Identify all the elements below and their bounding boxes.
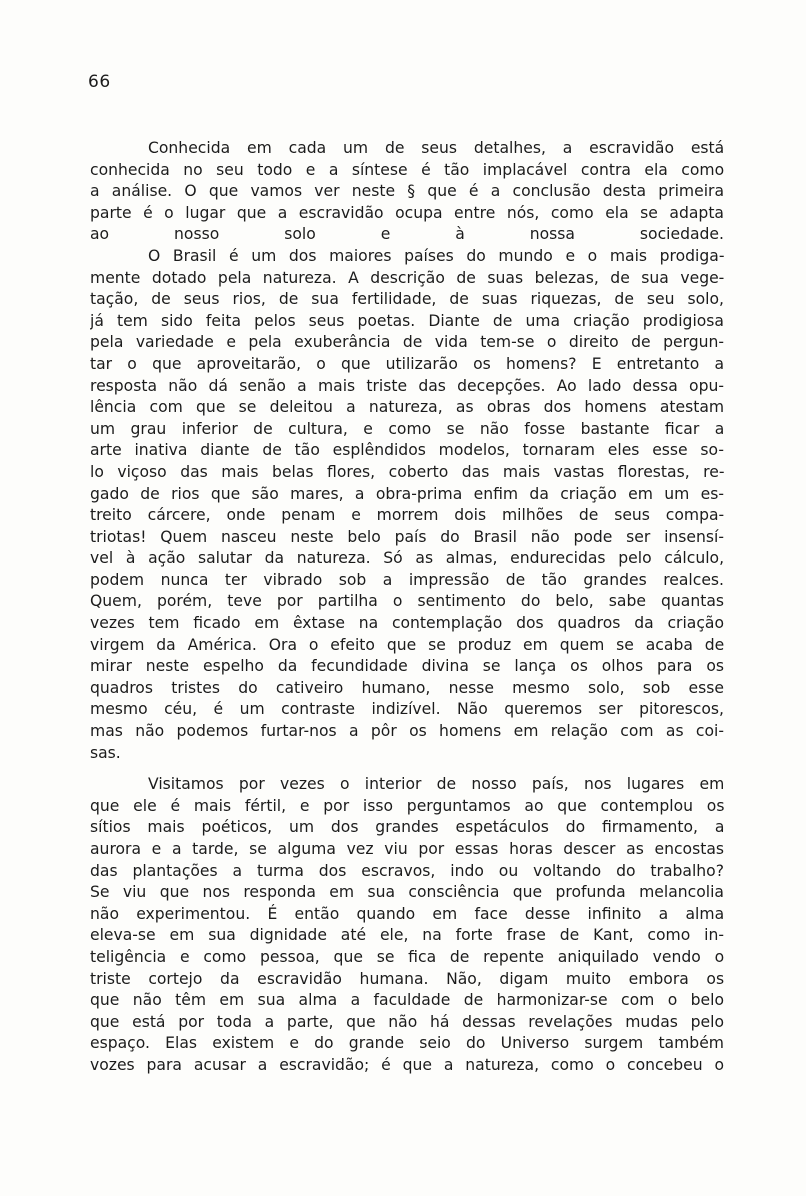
text-line: eleva-se em sua dignidade até ele, na forte frase de Kant, como in- — [90, 926, 724, 945]
paragraph — [90, 246, 724, 764]
text-line: que ele é mais fértil, e por isso perguntamos ao que contemplou os — [90, 796, 724, 815]
text-line: vel à ação salutar da natureza. Só as almas, endurecidas pelo cálculo, — [90, 549, 724, 568]
text-line: quadros tristes do cativeiro humano, nesse mesmo solo, sob esse — [90, 678, 724, 697]
text-line: vozes para acusar a escravidão; é que a natureza, como o concebeu o — [90, 1055, 724, 1074]
text-line: conhecida no seu todo e a síntese é tão implacável contra ela como — [90, 160, 724, 179]
text-line: Conhecida em cada um de seus detalhes, a escravidão está — [148, 139, 724, 157]
text-line: treito cárcere, onde penam e morrem dois milhões de seus compa- — [90, 506, 724, 525]
text-line: mente dotado pela natureza. A descrição de suas belezas, de sua vege- — [90, 268, 724, 287]
text-line: vezes tem ficado em êxtase na contemplação dos quadros da criação — [90, 614, 724, 633]
body-text — [90, 138, 724, 1077]
paragraph-gap — [90, 764, 724, 774]
text-line: teligência e como pessoa, que se fica de repente aniquilado vendo o — [90, 947, 724, 966]
text-line: pela variedade e pela exuberância de vida tem-se o direito de pergun- — [90, 333, 724, 352]
text-line: não experimentou. É então quando em face desse infinito a alma — [90, 904, 724, 923]
text-line: tar o que aproveitarão, o que utilizarão os homens? E entretanto a — [90, 354, 724, 373]
text-line: aurora e a tarde, se alguma vez viu por essas horas descer as encostas — [90, 840, 724, 858]
text-line: lência com que se deleitou a natureza, as obras dos homens atestam — [90, 398, 724, 417]
text-line: já tem sido feita pelos seus poetas. Diante de uma criação prodigiosa — [90, 311, 724, 330]
text-line: triste cortejo da escravidão humana. Não, digam muito embora os — [90, 969, 724, 988]
text-line: mirar neste espelho da fecundidade divina se lança os olhos para os — [90, 657, 724, 676]
text-line: Visitamos por vezes o interior de nosso país, nos lugares em — [148, 775, 724, 794]
text-line: sas. — [90, 743, 121, 762]
text-line: tação, de seus rios, de sua fertilidade, de suas riquezas, de seu solo, — [90, 290, 724, 309]
text-line: triotas! Quem nasceu neste belo país do Brasil não pode ser insensí- — [90, 527, 724, 546]
text-line: espaço. Elas existem e do grande seio do Universo surgem também — [90, 1034, 724, 1053]
text-line: arte inativa diante de tão esplêndidos modelos, tornaram eles esse so- — [90, 441, 724, 460]
text-line: sítios mais poéticos, um dos grandes espetáculos do firmamento, a — [90, 818, 724, 837]
text-line: mesmo céu, é um contraste indizível. Não queremos ser pitorescos, — [90, 700, 724, 719]
text-line: mas não podemos furtar-nos a pôr os homens em relação com as coi- — [90, 722, 724, 741]
paragraph — [90, 774, 724, 1076]
text-line: Quem, porém, teve por partilha o sentimento do belo, sabe quantas — [90, 592, 724, 611]
text-line: gado de rios que são mares, a obra-prima enfim da criação em um es- — [90, 484, 724, 503]
text-line: um grau inferior de cultura, e como se não fosse bastante ficar a — [90, 419, 724, 438]
text-line: das plantações a turma dos escravos, indo ou voltando do trabalho? — [90, 861, 724, 880]
page-number: 66 — [88, 72, 111, 92]
text-line: Se viu que nos responda em sua consciência que profunda melancolia — [90, 883, 724, 902]
text-line: que não têm em sua alma a faculdade de harmonizar-se com o belo — [90, 991, 724, 1010]
text-line: virgem da América. Ora o efeito que se produz em quem se acaba de — [90, 635, 724, 654]
text-line: a análise. O que vamos ver neste § que é a conclusão desta primeira — [90, 182, 724, 201]
text-line: lo viçoso das mais belas flores, coberto das mais vastas florestas, re- — [90, 462, 724, 481]
text-line: que está por toda a parte, que não há dessas revelações mudas pelo — [90, 1012, 724, 1031]
text-line: parte é o lugar que a escravidão ocupa entre nós, como ela se adapta — [90, 203, 724, 222]
text-line: O Brasil é um dos maiores países do mundo e o mais prodiga- — [148, 246, 724, 265]
paragraph — [90, 138, 724, 246]
text-line: podem nunca ter vibrado sob a impressão de tão grandes realces. — [90, 570, 724, 589]
text-line: resposta não dá senão a mais triste das decepções. Ao lado dessa opu- — [90, 376, 724, 395]
text-line: ao nosso solo e à nossa sociedade. — [90, 225, 724, 244]
